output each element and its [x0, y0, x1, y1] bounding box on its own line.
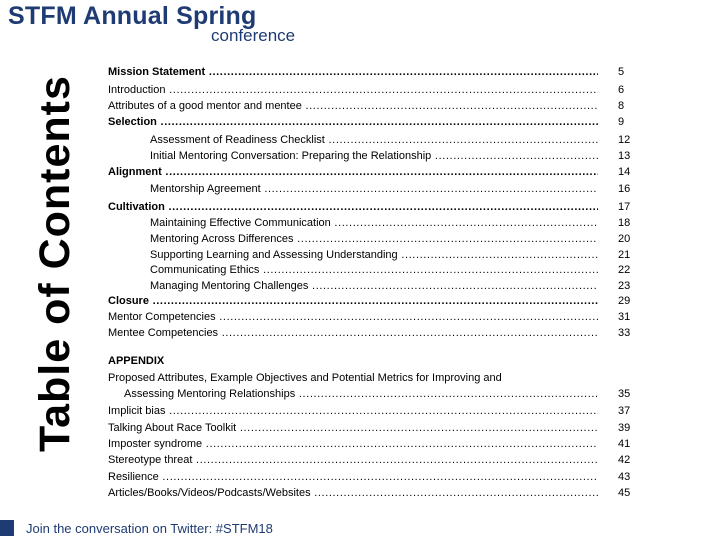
logo-title: STFM Annual Spring	[8, 2, 257, 30]
toc-row	[108, 165, 631, 180]
toc-page: 35	[618, 388, 631, 400]
toc-row	[108, 326, 631, 341]
toc-title: Mentoring Across Differences .....	[150, 232, 598, 247]
toc-title: Initial Mentoring Conversation: Preparing the Relationship .....	[150, 149, 598, 164]
toc-page: 17	[618, 201, 631, 213]
toc-row	[108, 263, 631, 278]
toc-title: Imposter syndrome .....	[108, 437, 598, 452]
toc-page: 31	[618, 311, 631, 323]
toc-row	[108, 279, 631, 294]
toc-title: Supporting Learning and Assessing Understanding .....	[150, 248, 598, 263]
toc-page: 33	[618, 327, 631, 339]
toc-title: Articles/Books/Videos/Podcasts/Websites .....	[108, 486, 598, 501]
footer-accent-bar	[0, 520, 14, 536]
toc-title: Cultivation .....	[108, 200, 598, 215]
toc-row	[108, 248, 631, 263]
toc-row	[108, 216, 631, 231]
toc-title: Selection .....	[108, 115, 598, 130]
toc-title: Maintaining Effective Communication .....	[150, 216, 598, 231]
toc-row	[108, 421, 631, 436]
toc-row	[108, 65, 628, 80]
toc-row	[108, 99, 628, 114]
toc-page: 13	[618, 150, 631, 162]
toc-page: 39	[618, 422, 631, 434]
toc-title: Communicating Ethics .....	[150, 263, 598, 278]
toc-title: Introduction .....	[108, 83, 598, 98]
toc-row	[108, 133, 631, 148]
toc-page: 45	[618, 487, 631, 499]
toc-page: 41	[618, 438, 631, 450]
toc-row	[108, 404, 631, 419]
appendix-heading: APPENDIX	[108, 355, 165, 367]
side-title: Table of Contents	[31, 75, 79, 452]
toc-title: Stereotype threat .....	[108, 453, 598, 468]
appendix-intro-line: Proposed Attributes, Example Objectives and Potential Metrics for Improving and	[108, 372, 502, 384]
toc-page: 23	[618, 280, 631, 292]
toc-page: 42	[618, 454, 631, 466]
toc-title: Mission Statement .....	[108, 65, 598, 80]
toc-page: 9	[618, 116, 625, 128]
toc-title: Alignment .....	[108, 165, 598, 180]
toc-row	[108, 387, 631, 402]
toc-page: 6	[618, 84, 625, 96]
toc-page: 14	[618, 166, 631, 178]
toc-page: 16	[618, 183, 631, 195]
toc-row	[108, 149, 631, 164]
toc-row	[108, 232, 631, 247]
toc-row	[108, 486, 631, 501]
toc-title: Attributes of a good mentor and mentee .....	[108, 99, 598, 114]
toc-page: 20	[618, 233, 631, 245]
toc-title: Assessing Mentoring Relationships .....	[124, 387, 598, 402]
toc-page: 22	[618, 264, 631, 276]
toc-row	[108, 310, 631, 325]
toc-title: Assessment of Readiness Checklist .....	[150, 133, 598, 148]
footer	[0, 516, 720, 540]
toc-page: 12	[618, 134, 631, 146]
toc-row	[108, 453, 631, 468]
toc-page: 18	[618, 217, 631, 229]
toc-row	[108, 83, 628, 98]
toc-row	[108, 182, 631, 197]
toc-row	[108, 200, 631, 215]
toc-page: 21	[618, 249, 631, 261]
toc-page: 43	[618, 471, 631, 483]
toc-row	[108, 437, 631, 452]
footer-twitter-text: Join the conversation on Twitter: #STFM18	[26, 521, 273, 536]
toc-page: 29	[618, 295, 631, 307]
toc-title: Implicit bias .....	[108, 404, 598, 419]
toc-title: Mentorship Agreement .....	[150, 182, 598, 197]
toc-page: 37	[618, 405, 631, 417]
toc-title: Mentor Competencies .....	[108, 310, 598, 325]
toc-row	[108, 294, 631, 309]
toc-page: 8	[618, 100, 625, 112]
toc-title: Mentee Competencies .....	[108, 326, 598, 341]
toc-page: 5	[618, 66, 625, 78]
conference-logo	[8, 2, 308, 45]
toc-row	[108, 470, 631, 485]
toc-title: Talking About Race Toolkit .....	[108, 421, 598, 436]
toc-title: Closure .....	[108, 294, 598, 309]
logo-subtitle: conference	[211, 26, 296, 45]
toc-title: Managing Mentoring Challenges .....	[150, 279, 598, 294]
toc-title: Resilience .....	[108, 470, 598, 485]
toc-row	[108, 115, 628, 130]
